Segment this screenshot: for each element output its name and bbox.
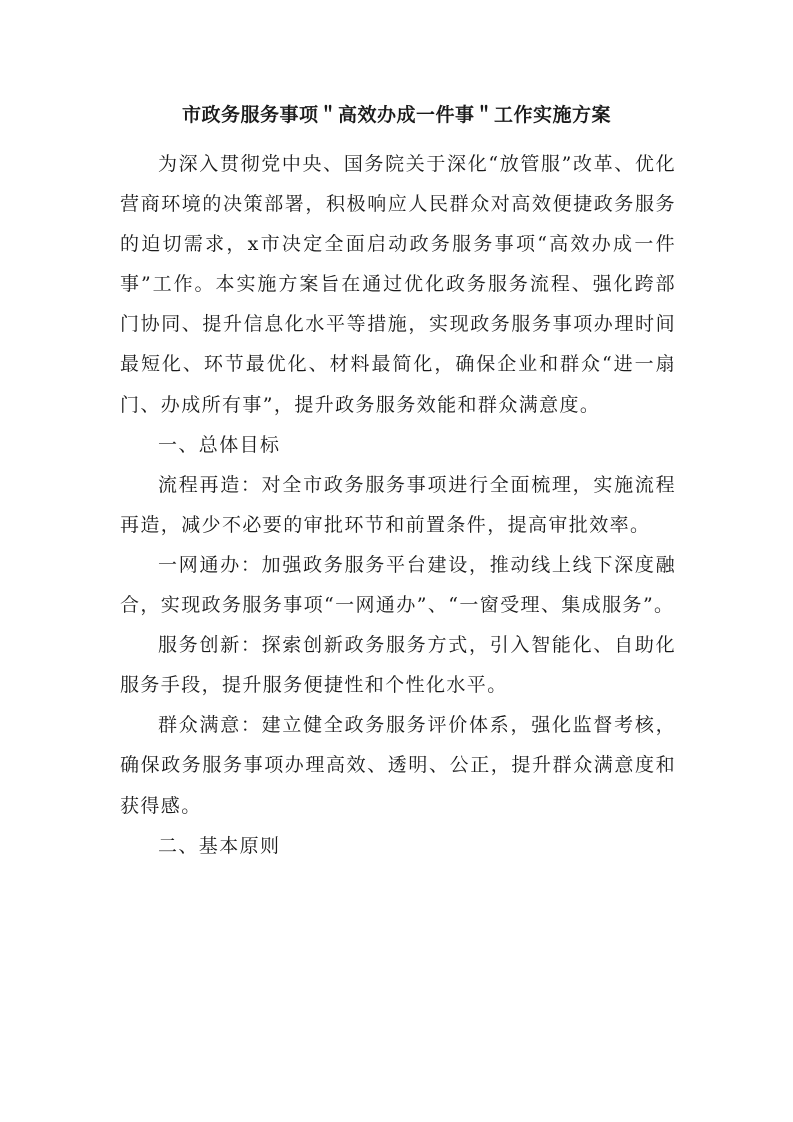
section-heading-basic-principles: 二、基本原则 — [158, 834, 281, 857]
goal-paragraph-public-satisfaction: 群众满意：建立健全政务服务评价体系，强化监督考核，确保政务服务事项办理高效、透明、公正，提升群众满意度和获得感。 — [120, 714, 676, 817]
goal-paragraph-one-network: 一网通办：加强政务服务平台建设，推动线上线下深度融合，实现政务服务事项“一网通办”、“一窗受理、集成服务”。 — [120, 553, 676, 617]
document-body — [120, 144, 676, 866]
goal-paragraph-service-innovation: 服务创新：探索创新政务服务方式，引入智能化、自助化服务手段，提升服务便捷性和个性化水平。 — [120, 634, 676, 697]
intro-paragraph: 为深入贯彻党中央、国务院关于深化“放管服”改革、优化营商环境的决策部署，积极响应人民群众对高效便捷政务服务的迫切需求，x市决定全面启动政务服务事项“高效办成一件事”工作。本实施方案旨在通过优化政务服务流程、强化跨部门协同、提升信息化水平等措施，实现政务服务事项办理时间最短化、环节最优化、材料最简化，确保企业和群众“进一扇门、办成所有事”，提升政务服务效能和群众满意度。 — [120, 153, 676, 416]
goal-paragraph-process-reengineering: 流程再造：对全市政务服务事项进行全面梳理，实施流程再造，减少不必要的审批环节和前置条件，提高审批效率。 — [120, 473, 676, 536]
section-heading-overall-goals: 一、总体目标 — [158, 433, 281, 456]
document-title: 市政务服务事项＂高效办成一件事＂工作实施方案 — [181, 104, 611, 126]
